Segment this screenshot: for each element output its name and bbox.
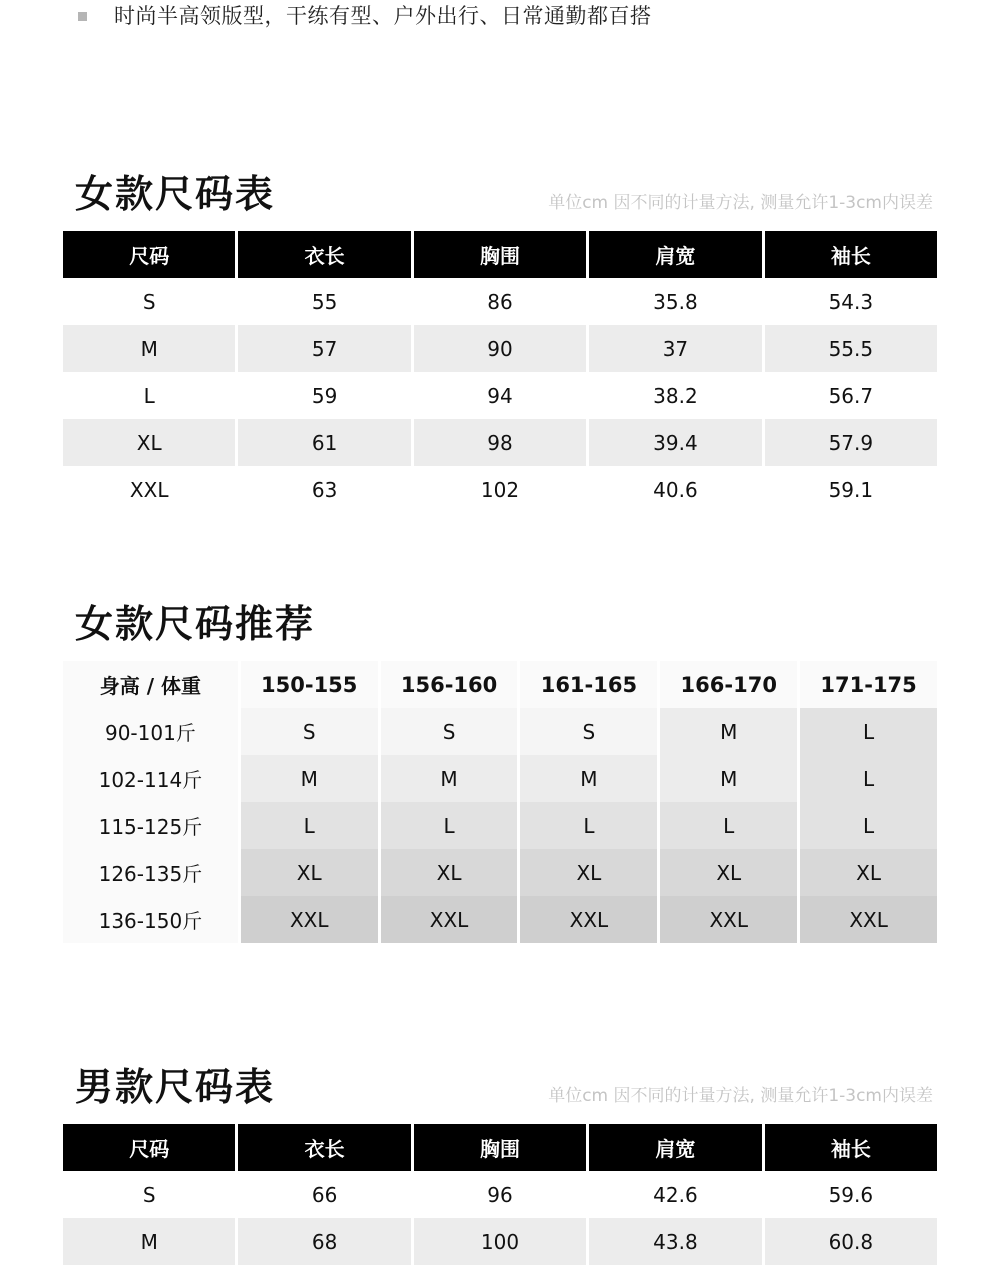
weight-range-label: 126-135斤	[63, 849, 238, 896]
table-cell: 100	[414, 1218, 586, 1265]
recommend-header-row	[63, 661, 937, 708]
table-cell: 61	[238, 419, 410, 466]
header-cell: 肩宽	[589, 1124, 761, 1171]
recommend-row	[63, 802, 937, 849]
women-recommend-table	[63, 661, 937, 943]
table-cell: 66	[311, 1182, 338, 1207]
feature-bullet-text: 时尚半高领版型，干练有型、户外出行、日常通勤都百搭	[114, 4, 652, 28]
table-cell: 59.6	[828, 1182, 874, 1207]
bullet-square-icon	[78, 12, 87, 21]
header-cell: 肩宽	[589, 231, 761, 278]
recommended-size-cell: L	[381, 802, 518, 849]
header-cell: 袖长	[765, 1124, 937, 1171]
recommended-size-cell: L	[800, 755, 937, 802]
height-range-header: 171-175	[800, 661, 937, 708]
recommended-size-cell: XL	[660, 849, 797, 896]
table-row	[63, 1218, 937, 1265]
men-chart-title: 男款尺码表	[75, 1065, 276, 1109]
recommended-size-cell: M	[241, 755, 378, 802]
table-cell: 35.8	[653, 289, 698, 314]
table-cell: 90	[414, 325, 586, 372]
height-range-header: 156-160	[381, 661, 518, 708]
table-cell: 43.8	[589, 1218, 761, 1265]
recommended-size-cell: XL	[381, 849, 518, 896]
recommended-size-cell: XXL	[241, 896, 378, 943]
table-cell: 57	[238, 325, 410, 372]
header-cell: 尺码	[63, 1124, 235, 1171]
table-cell: 59	[311, 383, 338, 408]
recommended-size-cell: M	[520, 755, 657, 802]
recommend-row	[63, 849, 937, 896]
table-row	[63, 372, 937, 419]
men-size-table	[63, 1124, 937, 1265]
recommend-body	[63, 708, 937, 943]
recommended-size-cell: XXL	[800, 896, 937, 943]
table-cell: 59.1	[828, 477, 874, 502]
recommended-size-cell: S	[381, 708, 518, 755]
weight-range-label: 102-114斤	[63, 755, 238, 802]
recommended-size-cell: M	[381, 755, 518, 802]
table-cell: 98	[414, 419, 586, 466]
header-cell: 胸围	[414, 1124, 586, 1171]
table-cell: 38.2	[653, 383, 698, 408]
table-cell: 102	[480, 477, 520, 502]
recommended-size-cell: L	[241, 802, 378, 849]
recommended-size-cell: XXL	[520, 896, 657, 943]
table-cell: S	[142, 1182, 156, 1207]
header-cell: 衣长	[238, 1124, 410, 1171]
height-range-header: 161-165	[520, 661, 657, 708]
table-cell: 63	[311, 477, 338, 502]
recommended-size-cell: XXL	[381, 896, 518, 943]
table-cell: 54.3	[828, 289, 874, 314]
table-cell: XL	[63, 419, 235, 466]
recommended-size-cell: S	[241, 708, 378, 755]
table-row	[63, 325, 937, 372]
recommended-size-cell: M	[660, 708, 797, 755]
recommend-row	[63, 708, 937, 755]
weight-range-label: 115-125斤	[63, 802, 238, 849]
table-cell: M	[63, 1218, 235, 1265]
recommended-size-cell: XL	[520, 849, 657, 896]
recommended-size-cell: XL	[800, 849, 937, 896]
header-cell: 胸围	[414, 231, 586, 278]
recommended-size-cell: S	[520, 708, 657, 755]
recommend-row	[63, 755, 937, 802]
table-cell: M	[63, 325, 235, 372]
header-cell: 衣长	[238, 231, 410, 278]
recommended-size-cell: L	[520, 802, 657, 849]
height-weight-corner-label: 身高 / 体重	[63, 661, 238, 708]
women-recommend-title: 女款尺码推荐	[75, 602, 316, 646]
table-header-row	[63, 1124, 937, 1171]
men-chart-note: 单位cm 因不同的计量方法, 测量允许1-3cm内误差	[548, 1086, 933, 1106]
table-row	[63, 278, 937, 325]
table-cell: 55.5	[765, 325, 937, 372]
height-range-header: 150-155	[241, 661, 378, 708]
table-cell: 60.8	[765, 1218, 937, 1265]
weight-range-label: 136-150斤	[63, 896, 238, 943]
women-chart-note: 单位cm 因不同的计量方法, 测量允许1-3cm内误差	[548, 193, 933, 213]
recommended-size-cell: XL	[241, 849, 378, 896]
table-row	[63, 466, 937, 513]
table-cell: 56.7	[828, 383, 874, 408]
table-header-row	[63, 231, 937, 278]
recommended-size-cell: L	[800, 802, 937, 849]
women-chart-title: 女款尺码表	[75, 172, 276, 216]
table-cell: 39.4	[589, 419, 761, 466]
table-cell: L	[143, 383, 155, 408]
recommended-size-cell: XXL	[660, 896, 797, 943]
table-cell: 96	[487, 1182, 513, 1207]
weight-range-label: 90-101斤	[63, 708, 238, 755]
table-cell: 68	[238, 1218, 410, 1265]
recommended-size-cell: L	[660, 802, 797, 849]
table-cell: 40.6	[653, 477, 698, 502]
recommend-row	[63, 896, 937, 943]
table-cell: 94	[487, 383, 513, 408]
table-row	[63, 1171, 937, 1218]
recommended-size-cell: M	[660, 755, 797, 802]
women-size-table	[63, 231, 937, 513]
table-cell: XXL	[129, 477, 169, 502]
table-cell: 37	[589, 325, 761, 372]
table-cell: S	[142, 289, 156, 314]
height-range-header: 166-170	[660, 661, 797, 708]
header-cell: 尺码	[63, 231, 235, 278]
recommended-size-cell: L	[800, 708, 937, 755]
feature-bullet	[78, 0, 652, 30]
table-row	[63, 419, 937, 466]
table-cell: 42.6	[653, 1182, 698, 1207]
table-cell: 55	[311, 289, 338, 314]
table-cell: 57.9	[765, 419, 937, 466]
header-cell: 袖长	[765, 231, 937, 278]
table-cell: 86	[487, 289, 513, 314]
